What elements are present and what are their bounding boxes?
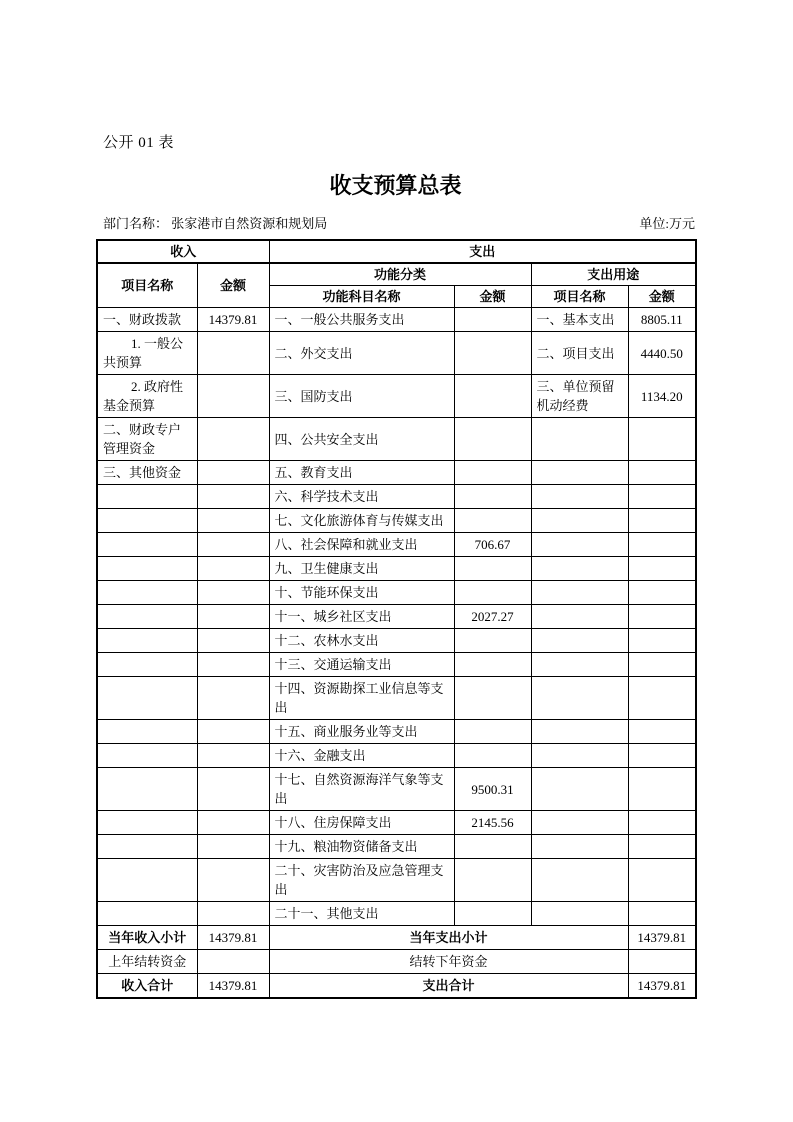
use-item-cell [531,811,628,835]
income-amount-cell [197,418,269,461]
functional-subject-cell: 一、一般公共服务支出 [269,308,454,332]
income-amount-cell [197,677,269,720]
use-amount-header: 金额 [628,286,696,308]
table-row [97,375,696,418]
table-row [97,653,696,677]
expenditure-use-header: 支出用途 [531,263,696,286]
income-item-cell [97,811,197,835]
page-title: 收支预算总表 [329,173,462,198]
department-name-label: 部门名称： 张家港市自然资源和规划局 [103,216,328,231]
summary-row [97,974,696,999]
functional-amount-cell [454,859,531,902]
functional-subject-cell: 十、节能环保支出 [269,581,454,605]
use-item-cell [531,677,628,720]
summary-row [97,926,696,950]
use-amount-cell [628,653,696,677]
table-row [97,332,696,375]
table-row [97,581,696,605]
use-amount-cell: 1134.20 [628,375,696,418]
table-row [97,533,696,557]
functional-amount-cell: 2027.27 [454,605,531,629]
meta-row [96,213,695,232]
functional-amount-cell [454,835,531,859]
table-row [97,720,696,744]
header-row-top [97,240,696,263]
use-amount-cell [628,768,696,811]
income-item-cell [97,533,197,557]
income-item-cell [97,835,197,859]
use-item-cell [531,461,628,485]
income-item-cell [97,859,197,902]
functional-amount-cell [454,485,531,509]
income-amount-cell [197,835,269,859]
summary-expenditure-label: 结转下年资金 [269,950,628,974]
use-amount-cell: 4440.50 [628,332,696,375]
income-item-cell [97,629,197,653]
use-amount-cell [628,720,696,744]
use-item-cell [531,744,628,768]
functional-amount-cell: 706.67 [454,533,531,557]
document-content [96,131,697,999]
summary-income-label: 上年结转资金 [97,950,197,974]
income-amount-cell [197,485,269,509]
use-amount-cell [628,605,696,629]
functional-amount-cell [454,461,531,485]
functional-subject-cell: 四、公共安全支出 [269,418,454,461]
functional-subject-cell: 二十、灾害防治及应急管理支出 [269,859,454,902]
summary-income-label: 当年收入小计 [97,926,197,950]
income-item-cell [97,509,197,533]
use-amount-cell [628,557,696,581]
summary-income-amount: 14379.81 [197,974,269,999]
functional-amount-cell [454,308,531,332]
functional-subject-cell: 十四、资源勘探工业信息等支出 [269,677,454,720]
functional-amount-header: 金额 [454,286,531,308]
table-row [97,902,696,926]
use-amount-cell [628,418,696,461]
table-row [97,629,696,653]
functional-amount-cell: 2145.56 [454,811,531,835]
use-item-cell [531,581,628,605]
functional-subject-cell: 九、卫生健康支出 [269,557,454,581]
use-item-cell [531,629,628,653]
income-item-name-header: 项目名称 [97,263,197,308]
table-row [97,557,696,581]
functional-amount-cell [454,653,531,677]
income-item-cell [97,902,197,926]
summary-expenditure-amount: 14379.81 [628,926,696,950]
functional-amount-cell [454,557,531,581]
use-amount-cell [628,509,696,533]
use-item-cell [531,485,628,509]
income-amount-header: 金额 [197,263,269,308]
doc-number-label: 公开 01 表 [103,135,175,151]
functional-subject-header: 功能科目名称 [269,286,454,308]
use-item-cell [531,509,628,533]
income-item-cell: 三、其他资金 [97,461,197,485]
functional-subject-cell: 十九、粮油物资储备支出 [269,835,454,859]
expenditure-section-header: 支出 [269,240,696,263]
use-amount-cell [628,581,696,605]
use-item-cell [531,557,628,581]
income-item-cell [97,485,197,509]
income-amount-cell [197,509,269,533]
table-row [97,605,696,629]
functional-amount-cell [454,720,531,744]
table-row [97,859,696,902]
income-section-header: 收入 [97,240,269,263]
functional-amount-cell [454,375,531,418]
income-item-cell [97,720,197,744]
functional-amount-cell [454,677,531,720]
functional-subject-cell: 十三、交通运输支出 [269,653,454,677]
income-item-cell [97,653,197,677]
functional-subject-cell: 十五、商业服务业等支出 [269,720,454,744]
use-item-cell [531,533,628,557]
summary-income-amount [197,950,269,974]
income-item-cell [97,677,197,720]
table-row [97,485,696,509]
functional-amount-cell [454,509,531,533]
use-amount-cell [628,677,696,720]
use-amount-cell [628,461,696,485]
functional-subject-cell: 八、社会保障和就业支出 [269,533,454,557]
income-item-cell: 1. 一般公共预算 [97,332,197,375]
income-amount-cell [197,557,269,581]
functional-subject-cell: 二、外交支出 [269,332,454,375]
use-item-cell [531,653,628,677]
income-amount-cell [197,629,269,653]
functional-amount-cell [454,744,531,768]
table-row [97,835,696,859]
table-header [97,240,696,308]
use-amount-cell: 8805.11 [628,308,696,332]
use-amount-cell [628,629,696,653]
use-item-cell: 一、基本支出 [531,308,628,332]
summary-expenditure-label: 当年支出小计 [269,926,628,950]
income-item-cell: 二、财政专户管理资金 [97,418,197,461]
use-amount-cell [628,485,696,509]
use-amount-cell [628,902,696,926]
functional-subject-cell: 十一、城乡社区支出 [269,605,454,629]
income-amount-cell [197,653,269,677]
use-item-cell [531,720,628,744]
functional-subject-cell: 十六、金融支出 [269,744,454,768]
income-amount-cell [197,744,269,768]
use-amount-cell [628,533,696,557]
unit-label: 单位:万元 [639,216,695,231]
use-amount-cell [628,744,696,768]
table-row [97,768,696,811]
table-row [97,677,696,720]
use-item-cell: 二、项目支出 [531,332,628,375]
use-item-cell [531,605,628,629]
income-amount-cell [197,768,269,811]
income-item-cell [97,605,197,629]
income-amount-cell [197,902,269,926]
table-row [97,308,696,332]
functional-subject-cell: 十七、自然资源海洋气象等支出 [269,768,454,811]
functional-subject-cell: 六、科学技术支出 [269,485,454,509]
income-amount-cell [197,811,269,835]
table-body [97,308,696,999]
use-amount-cell [628,835,696,859]
budget-table [96,239,697,999]
functional-amount-cell [454,629,531,653]
use-amount-cell [628,859,696,902]
income-amount-cell [197,605,269,629]
table-row [97,509,696,533]
use-item-cell [531,835,628,859]
use-item-cell: 三、单位预留机动经费 [531,375,628,418]
functional-amount-cell [454,332,531,375]
income-item-cell [97,581,197,605]
functional-subject-cell: 十二、农林水支出 [269,629,454,653]
income-amount-cell [197,461,269,485]
functional-subject-cell: 五、教育支出 [269,461,454,485]
summary-income-amount: 14379.81 [197,926,269,950]
functional-amount-cell [454,581,531,605]
use-amount-cell [628,811,696,835]
summary-expenditure-label: 支出合计 [269,974,628,999]
use-item-cell [531,859,628,902]
income-amount-cell [197,533,269,557]
functional-subject-cell: 十八、住房保障支出 [269,811,454,835]
income-amount-cell: 14379.81 [197,308,269,332]
income-item-cell: 2. 政府性基金预算 [97,375,197,418]
summary-expenditure-amount [628,950,696,974]
income-amount-cell [197,375,269,418]
income-amount-cell [197,720,269,744]
summary-row [97,950,696,974]
income-amount-cell [197,859,269,902]
use-item-name-header: 项目名称 [531,286,628,308]
functional-amount-cell [454,902,531,926]
table-row [97,811,696,835]
income-item-cell: 一、财政拨款 [97,308,197,332]
income-amount-cell [197,332,269,375]
functional-subject-cell: 三、国防支出 [269,375,454,418]
functional-amount-cell [454,418,531,461]
summary-expenditure-amount: 14379.81 [628,974,696,999]
use-item-cell [531,768,628,811]
income-amount-cell [197,581,269,605]
header-row-middle [97,263,696,286]
table-row [97,744,696,768]
use-item-cell [531,902,628,926]
summary-income-label: 收入合计 [97,974,197,999]
income-item-cell [97,557,197,581]
functional-subject-cell: 七、文化旅游体育与传媒支出 [269,509,454,533]
income-item-cell [97,768,197,811]
use-item-cell [531,418,628,461]
table-row [97,461,696,485]
functional-subject-cell: 二十一、其他支出 [269,902,454,926]
functional-amount-cell: 9500.31 [454,768,531,811]
table-row [97,418,696,461]
income-item-cell [97,744,197,768]
functional-class-header: 功能分类 [269,263,531,286]
